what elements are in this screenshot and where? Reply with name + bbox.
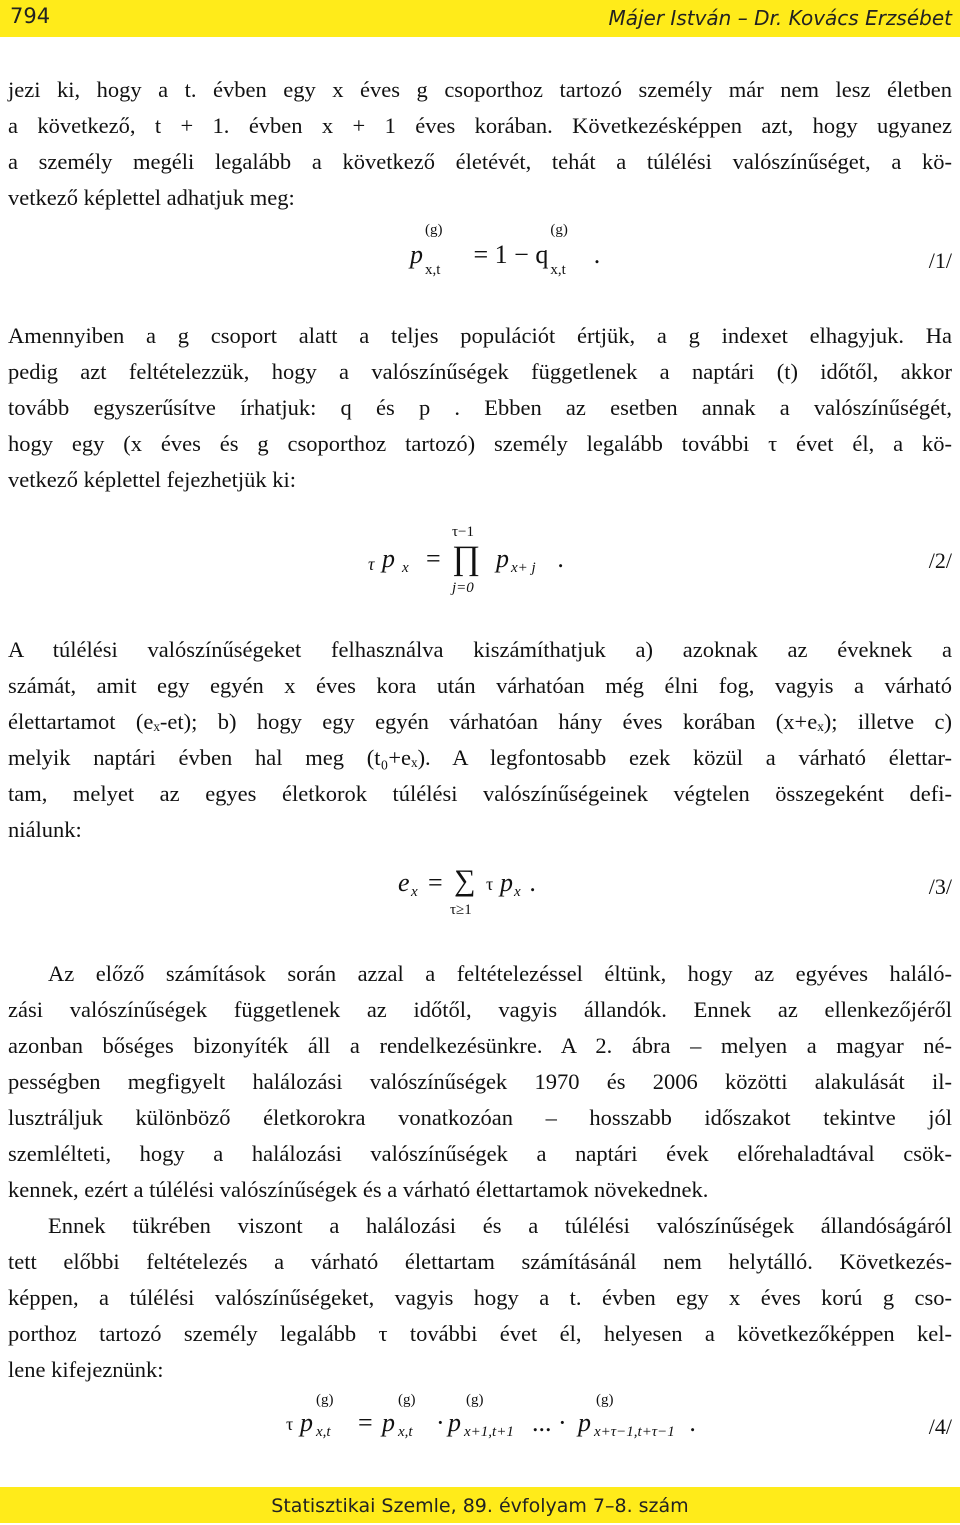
equation-2-label: /2/: [928, 548, 952, 573]
text-line: azonban bőséges bizonyíték áll a rendelkezésünkre. A 2. ábra – melyen a magyar né-: [8, 1033, 952, 1058]
text-line: lusztráljuk különböző életkorokra vonatkozóan – hosszabb időszakot tekintve jól: [8, 1105, 952, 1130]
text-line: lene kifejeznünk:: [8, 1357, 164, 1382]
text-line: élettartamot (eₓ-et); b) hogy egy egyén várhatóan hány éves korában (x+eₓ); illetve c): [8, 709, 952, 734]
equation-1: p (g) x,t = 1 − q (g) x,t .: [410, 222, 601, 278]
text-line: Amennyiben a g csoport alatt a teljes populációt értjük, a g indexet elhagyjuk. Ha: [8, 323, 952, 348]
paragraph-2: [8, 318, 952, 498]
equation-4-label: /4/: [928, 1414, 952, 1439]
text-line: számát, amit egy egyén x éves kora után várhatóan még élni fog, vagyis a várható: [8, 673, 952, 698]
text-line: A túlélési valószínűségeket felhasználva kiszámíthatjuk a) azoknak az éveknek a: [8, 637, 952, 662]
text-line: zási valószínűségek függetlenek az időtől, vagyis állandók. Ennek az ellenkezőjéről: [8, 997, 952, 1022]
header-authors: Májer István – Dr. Kovács Erzsébet: [608, 6, 952, 30]
equation-3-label: /3/: [928, 874, 952, 899]
equation-4: τ p (g) x,t = p (g) x,t · p (g) x+1,t+1 ... · p (g) x+τ−1,t+τ−1 .: [286, 1392, 697, 1440]
text-line: melyik naptári évben hal meg (t₀+eₓ). A legfontosabb ezek közül a várható élettar-: [8, 745, 952, 770]
journal-citation: Statisztikai Szemle, 89. évfolyam 7–8. szám: [271, 1495, 689, 1517]
equation-1-label: /1/: [928, 248, 952, 273]
text-line: a következő, t + 1. évben x + 1 éves korában. Következésképpen azt, hogy ugyanez: [8, 113, 952, 138]
text-line: jezi ki, hogy a t. évben egy x éves g csoporthoz tartozó személy már nem lesz életben: [8, 77, 952, 102]
text-line: porthoz tartozó személy legalább τ további évet él, helyesen a következőképpen kel-: [8, 1321, 952, 1346]
running-footer: [0, 1487, 960, 1523]
text-line: pedig azt feltételezzük, hogy a valószínűségek függetlenek a naptári (t) időtől, akkor: [8, 359, 952, 384]
text-line: képpen, a túlélési valószínűségeket, vagyis hogy a t. évben egy x éves korú g cso-: [8, 1285, 952, 1310]
paragraph-3: [8, 632, 952, 848]
text-line: niálunk:: [8, 817, 82, 842]
paragraph-5: [8, 1208, 952, 1388]
text-line: tovább egyszerűsítve írhatjuk: q és p . Ebben az esetben annak a valószínűségét,: [8, 395, 952, 420]
equation-3: e x = ∑ τ≥1 τ p x .: [398, 864, 537, 918]
paragraph-4: [8, 956, 952, 1208]
text-line: a személy megéli legalább a következő életévét, tehát a túlélési valószínűséget, a kö-: [8, 149, 952, 174]
text-line: pességben megfigyelt halálozási valószínűségek 1970 és 2006 közötti alakulását il-: [8, 1069, 952, 1094]
text-line: vetkező képlettel fejezhetjük ki:: [8, 467, 296, 492]
running-header: [0, 0, 960, 37]
text-line: tam, melyet az egyes életkorok túlélési valószínűségeinek végtelen összegeként defi-: [8, 781, 952, 806]
paragraph-1: [8, 72, 952, 216]
text-line: szemlélteti, hogy a halálozási valószínűségek a naptári évek előrehaladtával csök-: [8, 1141, 952, 1166]
text-line: hogy egy (x éves és g csoporthoz tartozó) személy legalább további τ évet él, a kö-: [8, 431, 952, 456]
text-line: Az előző számítások során azzal a feltételezéssel éltünk, hogy az egyéves haláló-: [48, 961, 952, 986]
text-line: vetkező képlettel adhatjuk meg:: [8, 185, 295, 210]
equation-2: τ p x = τ−1 ∏ j=0 p x+ j .: [368, 524, 565, 596]
page-number: 794: [10, 4, 51, 28]
text-line: kennek, ezért a túlélési valószínűségek és a várható élettartamok növekednek.: [8, 1177, 709, 1202]
text-line: Ennek tükrében viszont a halálozási és a túlélési valószínűségek állandóságáról: [48, 1213, 952, 1238]
text-line: tett előbbi feltételezés a várható élettartam számításánál nem helytálló. Következés-: [8, 1249, 952, 1274]
